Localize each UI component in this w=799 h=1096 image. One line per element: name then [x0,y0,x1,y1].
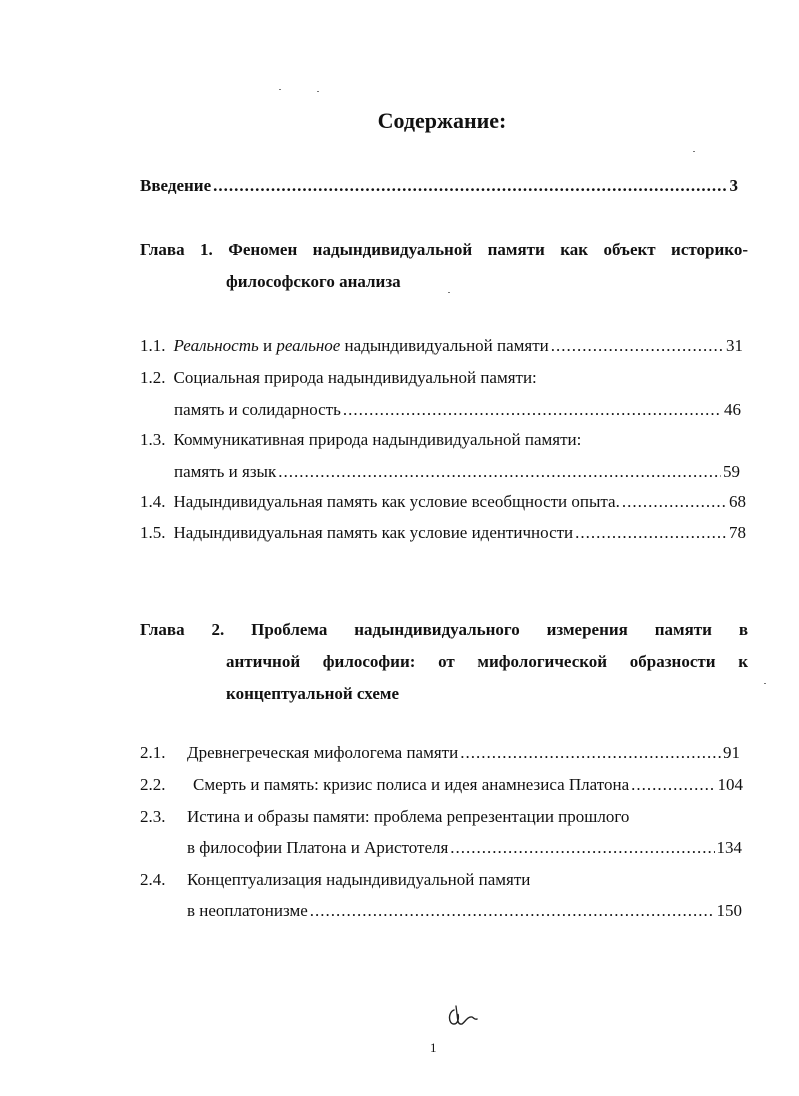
toc-section-1-2-line2 [174,400,741,420]
section-title: Надындивидуальная память как условие всеобщности опыта. [173,492,620,511]
scan-speck [317,91,319,92]
chapter2-title-line1: Проблема надындивидуального измерения памяти в [251,620,748,639]
toc-section-2-2 [140,775,743,795]
section-title-line2: память и солидарность [174,400,341,419]
section-page: 150 [716,901,742,920]
toc-section-2-3-line1 [140,807,629,827]
section-title: Надындивидуальная память как условие идентичности [173,523,574,542]
dot-leader [450,838,714,858]
section-title: Древнегреческая мифологема памяти [187,743,459,762]
chapter2-heading-line2: античной философии: от мифологической образности к [226,652,748,671]
section-page: 59 [723,462,740,481]
section-title-line2: память и язык [174,462,277,481]
chapter2-heading-line1 [140,620,748,640]
dot-leader [278,462,721,482]
section-page: 91 [723,743,740,762]
section-italic-a: Реальность [173,336,259,355]
section-number: 1.5. [140,523,166,542]
section-number: 2.1. [140,743,166,762]
section-page: 104 [717,775,743,794]
section-title-line2: в философии Платона и Аристотеля [187,838,449,857]
scan-speck [693,151,695,152]
dot-leader [343,400,722,420]
chapter2-heading-line3: концептуальной схеме [226,684,399,703]
toc-intro-label: Введение [140,176,212,195]
chapter1-heading-line1 [140,240,748,260]
dot-leader [460,743,721,763]
toc-section-1-4 [140,492,746,512]
toc-section-1-1 [140,336,743,356]
section-number: 1.2. [140,368,166,387]
dot-leader [551,336,724,356]
section-mid: и [258,336,277,355]
toc-section-1-3-line1 [140,430,581,450]
toc-intro-page: 3 [729,176,738,195]
section-page: 78 [729,523,746,542]
toc-section-2-3-line2 [187,838,742,858]
dot-leader [631,775,715,795]
section-page: 46 [724,400,741,419]
section-rest: надындивидуальной памяти [340,336,549,355]
toc-section-1-2-line1 [140,368,537,388]
section-number: 2.2. [140,775,166,794]
section-title: Смерть и память: кризис полиса и идея анамнезиса Платона [193,775,630,794]
chapter1-heading-line2: философского анализа [226,272,401,291]
handwritten-signature-mark [444,1000,480,1030]
page-title: Содержание: [377,108,507,133]
section-title-line1: Истина и образы памяти: проблема репрезентации прошлого [187,807,630,826]
scan-speck [764,683,766,684]
section-italic-b: реальное [276,336,341,355]
section-title-line1: Концептуализация надындивидуальной памяти [187,870,531,889]
section-number: 2.4. [140,870,166,889]
dot-leader [622,492,727,512]
section-page: 68 [729,492,746,511]
section-page: 134 [716,838,742,857]
chapter1-title-line1: Феномен надындивидуальной памяти как объект историко- [228,240,748,259]
section-page: 31 [726,336,743,355]
section-title-line1: Социальная природа надындивидуальной памяти: [173,368,537,387]
dot-leader [575,523,727,543]
scan-speck [279,89,281,90]
page-number: 1 [430,1040,437,1055]
toc-section-2-4-line1 [140,870,530,890]
section-number: 1.4. [140,492,166,511]
scan-speck [448,292,450,293]
dot-leader [310,901,715,921]
chapter2-prefix: Глава 2. [140,620,225,639]
chapter1-prefix: Глава 1. [140,240,213,259]
dot-leader [213,176,727,196]
section-number: 2.3. [140,807,166,826]
section-number: 1.1. [140,336,166,355]
toc-intro [140,176,738,196]
toc-section-2-1 [140,743,740,763]
section-number: 1.3. [140,430,166,449]
toc-section-2-4-line2 [187,901,742,921]
section-title-line2: в неоплатонизме [187,901,308,920]
section-title-line1: Коммуникативная природа надындивидуальной памяти: [173,430,582,449]
toc-section-1-3-line2 [174,462,740,482]
toc-section-1-5 [140,523,746,543]
